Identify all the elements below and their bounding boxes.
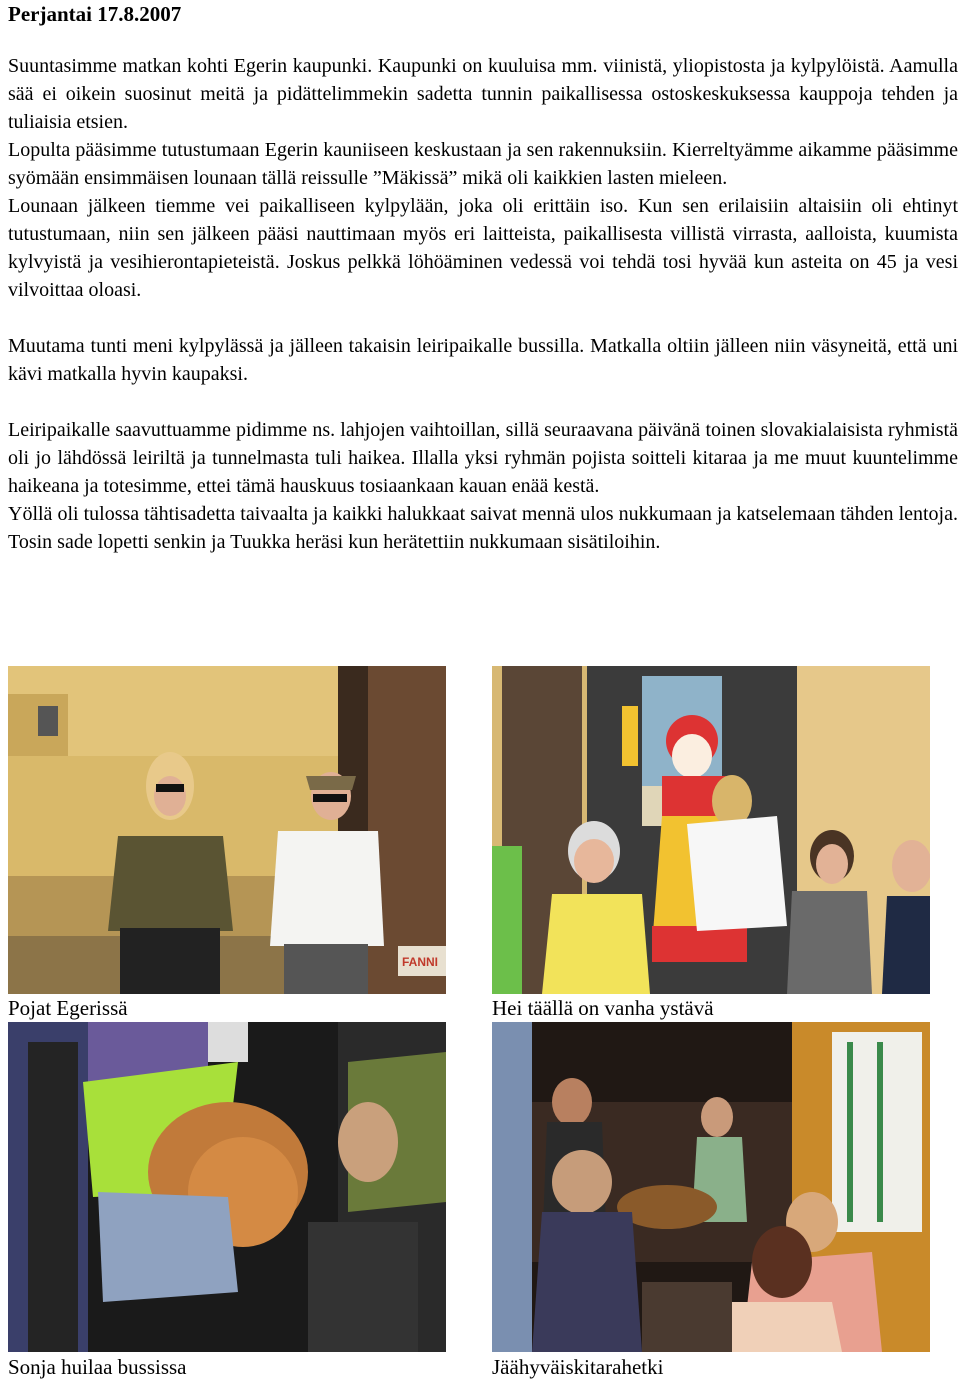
paragraph: Muutama tunti meni kylpylässä ja jälleen takaisin leiripaikalle bussilla. Matkalla oltiin jälleen niin väsyneitä, että uni kävi matkalla hyvin kaupaksi.	[8, 335, 958, 385]
paragraph: Lopulta pääsimme tutustumaan Egerin kauniiseen keskustaan ja sen rakennuksiin. Kierreltyämme aikamme pääsimme syömään ensimmäisen lounaan tällä reissulle ”Mäkissä” mikä oli kaikkien lasten mieleen.	[8, 139, 958, 189]
photo-caption: Sonja huilaa bussissa	[8, 1355, 187, 1379]
page-title: Perjantai 17.8.2007	[8, 2, 182, 26]
photo-boys-in-eger	[8, 666, 446, 994]
paragraph: Lounaan jälkeen tiemme vei paikalliseen kylpylään, joka oli erittäin iso. Kun sen erilaisiin altaisiin oli ehtinyt tutustumaan, niin sen jälkeen pääsi nauttimaan myös eri laitteista, paikallisesta villistä virrasta, aalloista, kuumista kylvyistä ja vesihierontapieteistä. Joskus pelkkä löhöäminen vedessä voi tehdä tosi hyvää kun asteita on 45 ja vesi vilvoittaa oloasi.	[8, 195, 958, 301]
article-body	[8, 52, 958, 556]
photo-caption: Hei täällä on vanha ystävä	[492, 996, 714, 1020]
paragraph: Yöllä oli tulossa tähtisadetta taivaalta ja kaikki halukkaat saivat mennä ulos nukkumaan ja katselemaan tähden lentoja. Tosin sade lopetti senkin ja Tuukka heräsi kun herätettiin nukkumaan sisätiloihin.	[8, 503, 958, 553]
photo-caption: Pojat Egerissä	[8, 996, 128, 1020]
paragraph: Suuntasimme matkan kohti Egerin kaupunki. Kaupunki on kuuluisa mm. viinistä, yliopistosta ja kylpylöistä. Aamulla sää ei oikein suosinut meitä ja pidättelimmekin sadetta tunnin paikallisessa ostoskeskuksessa kauppoja tehden ja tuliaisia etsien.	[8, 55, 958, 133]
photo-old-friend	[492, 666, 930, 994]
photo-caption: Jäähyväiskitarahetki	[492, 1355, 664, 1379]
paragraph: Leiripaikalle saavuttuamme pidimme ns. lahjojen vaihtoillan, sillä seuraavana päivänä toinen slovakialaisista ryhmistä oli jo lähdössä leiriltä ja tunnelmasta tuli haikea. Illalla yksi ryhmän pojista soitteli kitaraa ja me muut kuuntelimme haikeana ja totesimme, ettei tämä hauskuus tosiaankaan kauan enää kestä.	[8, 419, 958, 497]
photo-sonja-on-bus	[8, 1022, 446, 1352]
fanni-sign: FANNI	[402, 955, 438, 969]
photo-farewell-guitar	[492, 1022, 930, 1352]
